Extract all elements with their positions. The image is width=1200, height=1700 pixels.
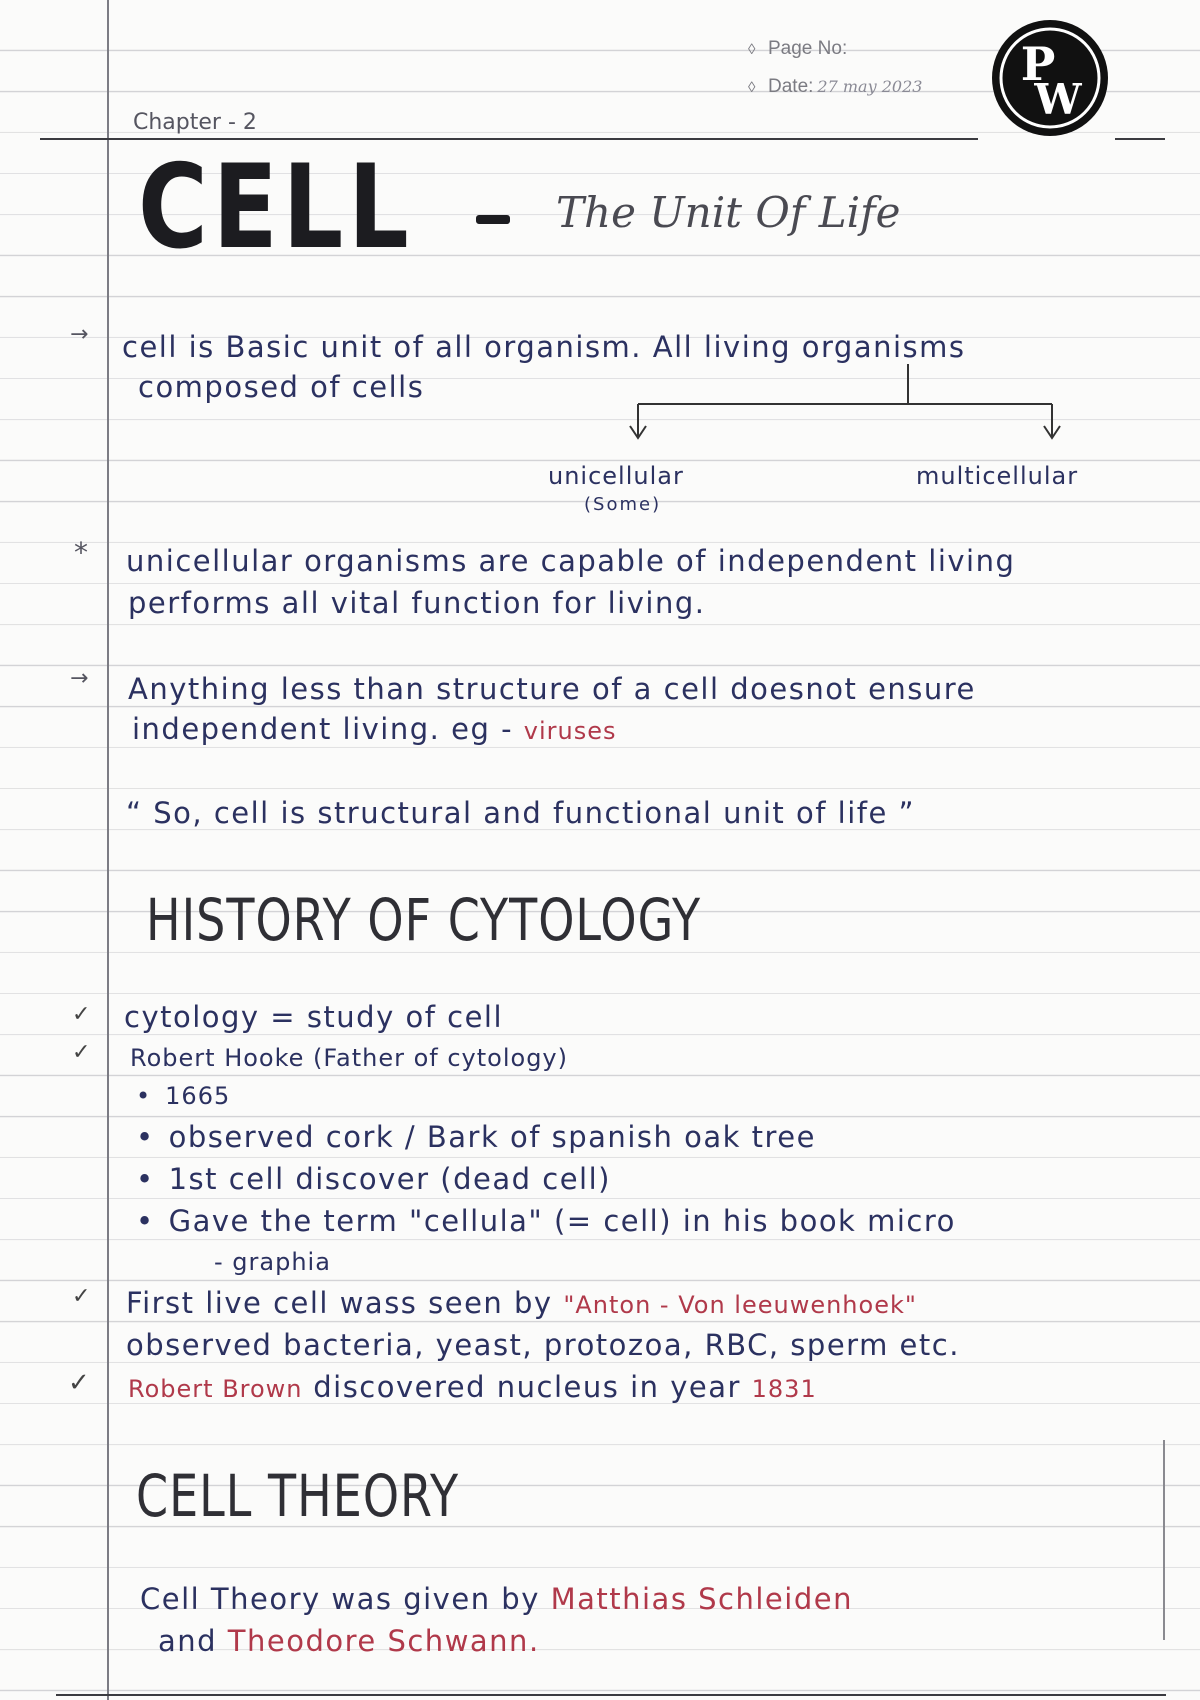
check-icon: ✓: [72, 1040, 91, 1065]
logo-letter-w: W: [1034, 75, 1082, 124]
page-no: [748, 38, 847, 60]
point3-line-1: Anything less than structure of a cell doesnot ensure: [128, 672, 976, 706]
example-viruses: viruses: [523, 717, 617, 745]
term-continuation: - graphia: [214, 1248, 331, 1276]
page-no-label: Page No:: [768, 38, 848, 59]
quote-line: “ So, cell is structural and functional unit of life ”: [126, 796, 916, 830]
point3-text: independent living.: [132, 712, 441, 746]
schwann-name: Theodore Schwann.: [227, 1624, 540, 1658]
leeuwenhoek-line: [126, 1286, 917, 1320]
asterisk-icon: *: [74, 536, 88, 569]
robert-brown-text: discovered nucleus in year: [313, 1370, 741, 1404]
bullet-first-cell: • 1st cell discover (dead cell): [136, 1162, 611, 1196]
right-edge-line: [1163, 1440, 1165, 1640]
history-heading: HISTORY OF CYTOLOGY: [146, 886, 702, 954]
logo-letter-p: P: [1020, 37, 1056, 91]
margin-line: [107, 0, 109, 1700]
intro-line-2: composed of cells: [138, 370, 425, 404]
page-title: CELL: [138, 140, 414, 275]
leeuwenhoek-text: First live cell wass seen by: [126, 1286, 553, 1320]
date-label: Date:: [768, 76, 814, 97]
check-icon: ✓: [72, 1284, 91, 1309]
term-text: Gave the term "cellula" (= cell) in his book micro: [168, 1204, 956, 1238]
and-text: and: [158, 1624, 218, 1658]
point2-line-1: unicellular organisms are capable of independent living: [126, 544, 1016, 578]
arrow-icon: →: [70, 322, 89, 347]
first-cell-text: 1st cell discover (dead cell): [168, 1162, 611, 1196]
leeuwenhoek-name: "Anton - Von leeuwenhoek": [563, 1291, 917, 1319]
arrow-icon: →: [70, 666, 89, 691]
date: [748, 76, 922, 98]
diamond-icon: ◊: [748, 79, 756, 96]
robert-hooke-line: Robert Hooke (Father of cytology): [130, 1044, 568, 1072]
branch-unicellular-note: (Some): [584, 494, 662, 515]
diamond-icon: ◊: [748, 41, 756, 58]
cell-theory-line-2: [158, 1624, 540, 1658]
bullet-year: • 1665: [136, 1082, 231, 1110]
title-dash: [476, 215, 510, 224]
schleiden-name: Matthias Schleiden: [550, 1582, 853, 1616]
robert-brown-line: [128, 1370, 817, 1404]
check-icon: ✓: [72, 1002, 91, 1027]
cytology-definition: cytology = study of cell: [124, 1000, 504, 1034]
bullet-term: • Gave the term "cellula" (= cell) in his book micro: [136, 1204, 956, 1238]
cell-theory-heading: CELL THEORY: [136, 1462, 460, 1530]
cell-theory-text: Cell Theory was given by: [140, 1582, 540, 1616]
cell-theory-line-1: [140, 1582, 853, 1616]
check-icon: ✓: [68, 1368, 90, 1398]
date-value: 27 may 2023: [817, 77, 923, 96]
robert-brown-name: Robert Brown: [128, 1375, 303, 1403]
observed-text: observed cork / Bark of spanish oak tree: [168, 1120, 816, 1154]
branch-unicellular: unicellular: [548, 462, 684, 490]
chapter-label: Chapter - 2: [133, 110, 257, 135]
bullet-observed: • observed cork / Bark of spanish oak tree: [136, 1120, 816, 1154]
bottom-rule: [56, 1694, 1166, 1696]
year-1665: 1665: [165, 1082, 231, 1110]
point2-line-2: performs all vital function for living.: [128, 586, 706, 620]
header-rule-right: [1115, 138, 1165, 140]
pw-logo: [988, 16, 1112, 140]
year-1831: 1831: [751, 1375, 817, 1403]
classification-tree: [620, 360, 1080, 440]
intro-line-1: cell is Basic unit of all organism. All living organisms: [122, 330, 966, 364]
eg-label: eg -: [451, 712, 514, 746]
branch-multicellular: multicellular: [916, 462, 1079, 490]
page-subtitle: The Unit Of Life: [556, 188, 901, 237]
leeuwenhoek-observed: observed bacteria, yeast, protozoa, RBC, sperm etc.: [126, 1328, 960, 1362]
point3-line-2: [132, 712, 617, 746]
